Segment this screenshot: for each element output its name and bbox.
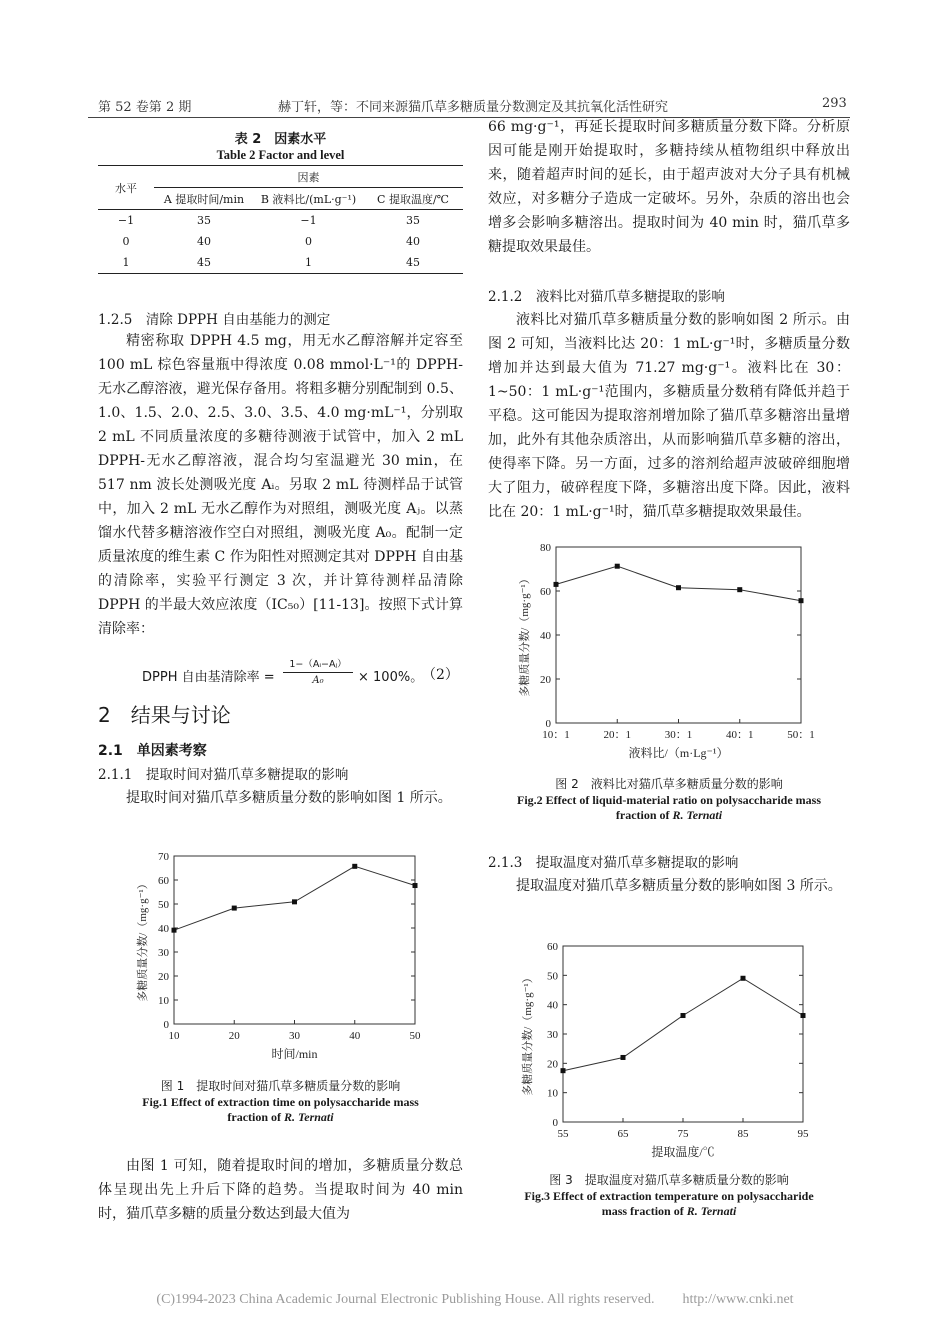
- x-tick-label: 20: [228, 1030, 240, 1042]
- running-header-volume: 第 52 卷第 2 期: [98, 100, 192, 115]
- table-cell: 0: [122, 235, 130, 248]
- y-tick-label: 0: [552, 1117, 558, 1129]
- caption-text: fraction of: [615, 808, 670, 822]
- x-axis-label: 液料比/（m·Lg⁻¹）: [628, 746, 729, 760]
- y-tick-label: 40: [540, 630, 551, 642]
- x-tick-label: 10：1: [542, 729, 570, 741]
- data-point: [554, 582, 559, 587]
- data-point: [615, 564, 620, 569]
- y-tick-label: 50: [158, 899, 169, 911]
- page-number: 293: [822, 96, 847, 111]
- table-2-col-c: C 提取温度/℃: [363, 188, 463, 210]
- data-point: [232, 906, 237, 911]
- x-tick-label: 40: [349, 1030, 361, 1042]
- x-tick-label: 50：1: [787, 729, 815, 741]
- x-tick-label: 30：1: [664, 729, 693, 741]
- series-line: [563, 978, 803, 1070]
- figure-2-caption-en: [478, 793, 860, 823]
- table-2-col-a: A 提取时间/min: [154, 188, 254, 210]
- data-point: [676, 585, 681, 590]
- table-2-block: [98, 132, 463, 274]
- figure-2-caption-cn: 图 2 液料比对猫爪草多糖质量分数的影响: [555, 777, 783, 791]
- data-point: [561, 1068, 566, 1073]
- running-header-title: 赫丁轩，等：不同来源猫爪草多糖质量分数测定及其抗氧化活性研究: [278, 100, 669, 115]
- subsection-2-1-1-title: 2.1.1 提取时间对猫爪草多糖提取的影响: [98, 767, 349, 783]
- data-point: [737, 587, 742, 592]
- figure-1-caption-en-line2: [98, 1110, 463, 1125]
- x-tick-label: 10: [168, 1030, 180, 1042]
- continued-paragraph: 66 mg·g⁻¹，再延长提取时间多糖质量分数下降。分析原因可能是刚开始提取时，多糖持续从植物组织中释放出来，随着超声时间的延长，由于超声波对大分子具有机械效应，对多糖分子造成一定破坏。另外，杂质的溶出也会增多会影响多糖溶出。提取时间为 40 min 时，猫爪草多糖提取效果最佳。: [488, 119, 850, 255]
- formula-denominator: A₀: [312, 675, 324, 686]
- figure-3-caption-en-line2: [478, 1204, 860, 1219]
- plot-frame: [563, 946, 803, 1122]
- figure-3-chart: [515, 934, 820, 1164]
- table-row: [98, 252, 463, 274]
- figure-1-caption-en: [98, 1095, 463, 1125]
- y-tick-label: 30: [158, 947, 169, 959]
- y-tick-label: 30: [547, 1029, 558, 1041]
- species-name: R. Ternati: [686, 1204, 737, 1218]
- data-point: [352, 864, 357, 869]
- section-2-heading: 2 结果与讨论: [98, 703, 231, 727]
- subsection-1-2-5-title: 1.2.5 清除 DPPH 自由基能力的测定: [98, 312, 331, 328]
- y-tick-label: 60: [158, 875, 169, 887]
- subsection-2-1-1-body: 提取时间对猫爪草多糖质量分数的影响如图 1 所示。: [126, 790, 452, 806]
- x-tick-label: 65: [617, 1128, 629, 1140]
- x-tick-label: 85: [737, 1128, 749, 1140]
- table-2-title-en: Table 2 Factor and level: [216, 148, 345, 162]
- species-name: R. Ternati: [672, 808, 723, 822]
- y-tick-label: 50: [547, 970, 558, 983]
- subsection-2-1-3-title: 2.1.3 提取温度对猫爪草多糖提取的影响: [488, 855, 739, 871]
- y-tick-label: 60: [547, 941, 558, 953]
- table-cell: 35: [406, 214, 420, 227]
- series-line: [174, 866, 415, 930]
- data-point: [741, 976, 746, 981]
- table-cell: 35: [197, 214, 211, 227]
- data-point: [172, 928, 177, 933]
- data-point: [621, 1055, 626, 1060]
- y-tick-label: 40: [158, 923, 169, 935]
- formula-number: （2）: [422, 667, 459, 683]
- y-tick-label: 20: [540, 674, 551, 686]
- y-axis-label: 多糖质量分数/（mg·g⁻¹）: [137, 878, 149, 1002]
- fraction-bar: [283, 672, 353, 673]
- data-point: [413, 883, 418, 888]
- caption-text: fraction of: [227, 1110, 282, 1124]
- copyright-footer: (C)1994-2023 China Academic Journal Electronic Publishing House. All rights reserved. http://www.cnki.net: [156, 1292, 794, 1307]
- formula-numerator: 1−（Aᵢ−Aⱼ）: [289, 659, 347, 670]
- formula-2: [98, 656, 463, 694]
- table-cell: 1: [305, 256, 312, 269]
- subsection-1-2-5-body: 精密称取 DPPH 4.5 mg，用无水乙醇溶解并定容至 100 mL 棕色容量瓶中得浓度 0.08 mmol·L⁻¹的 DPPH-无水乙醇溶液，避光保存备用。将粗多糖分别配制到 0.5、1.0、1.5、2.0、2.5、3.0、3.5、4.0 mg·mL⁻¹，分别取 2 mL 不同质量浓度的多糖待测液于试管中，加入 2 mL DPPH-无水乙醇溶液，混合均匀室温避光 30 min，在 517 nm 波长处测吸光度 Aᵢ。另取 2 mL 待测样品于试管中，加入 2 mL 无水乙醇作为对照组，测吸光度 Aⱼ。以蒸馏水代替多糖溶液作空白对照组，测吸光度 A₀。配制一定质量浓度的维生素 C 作为阳性对照测定其对 DPPH 自由基的清除率，实验平行测定 3 次，并计算待测样品清除 DPPH 的半最大效应浓度（IC₅₀）[11-13]。按照下式计算清除率：: [98, 333, 463, 637]
- table-row: [98, 210, 463, 232]
- formula-rhs: × 100%。: [358, 670, 424, 685]
- table-2-row-head: 水平: [98, 166, 154, 210]
- subsection-2-1-heading: 2.1 单因素考察: [98, 743, 207, 759]
- data-point: [681, 1013, 686, 1018]
- x-tick-label: 55: [557, 1128, 569, 1140]
- table-2: [98, 165, 463, 274]
- figure-1-caption-cn: 图 1 提取时间对猫爪草多糖质量分数的影响: [160, 1079, 401, 1093]
- y-axis-label: 多糖质量分数/（mg·g⁻¹）: [519, 573, 531, 697]
- species-name: R. Ternati: [284, 1110, 334, 1124]
- x-axis-label: 时间/min: [271, 1047, 318, 1061]
- y-tick-label: 40: [547, 999, 558, 1012]
- x-tick-label: 30: [289, 1030, 300, 1042]
- data-point: [292, 899, 297, 904]
- table-2-group-head: 因素: [154, 166, 463, 188]
- table-cell: 45: [406, 256, 420, 269]
- table-cell: 1: [122, 256, 130, 269]
- x-tick-label: 50: [409, 1030, 421, 1042]
- y-tick-label: 10: [158, 995, 169, 1007]
- x-axis-label: 提取温度/℃: [651, 1145, 715, 1159]
- table-2-title-cn: 表 2 因素水平: [234, 132, 327, 147]
- table-cell: 0: [305, 235, 312, 248]
- figure-3-caption-en: [478, 1189, 860, 1219]
- table-cell: 40: [406, 235, 420, 248]
- y-tick-label: 10: [547, 1087, 558, 1100]
- data-point: [801, 1013, 806, 1018]
- figure-1-caption-en-line1: Fig.1 Effect of extraction time on polysaccharide mass: [142, 1095, 419, 1109]
- table-2-col-b: B 液料比/(mL·g⁻¹): [254, 188, 363, 210]
- table-row: [98, 231, 463, 252]
- table-cell: −1: [300, 214, 317, 227]
- x-tick-label: 40：1: [726, 729, 754, 741]
- figure-2-chart: [512, 535, 832, 765]
- x-tick-label: 75: [677, 1128, 689, 1140]
- table-cell: 45: [197, 256, 211, 269]
- y-tick-label: 60: [540, 586, 551, 598]
- y-tick-label: 0: [545, 718, 551, 730]
- figure-1-discussion: 由图 1 可知，随着提取时间的增加，多糖质量分数总体呈现出先上升后下降的趋势。当提取时间为 40 min 时，猫爪草多糖的质量分数达到最大值为: [98, 1158, 463, 1222]
- table-cell: 40: [197, 235, 211, 248]
- figure-3-caption-cn: 图 3 提取温度对猫爪草多糖质量分数的影响: [549, 1173, 789, 1187]
- y-tick-label: 20: [547, 1058, 558, 1071]
- figure-2-caption-en-line2: [478, 808, 860, 823]
- formula-lhs: DPPH 自由基清除率 =: [142, 670, 275, 685]
- y-tick-label: 0: [163, 1019, 169, 1031]
- table-cell: −1: [117, 214, 135, 227]
- figure-3-caption-en-line1: Fig.3 Effect of extraction temperature on polysaccharide: [524, 1189, 814, 1203]
- y-tick-label: 70: [158, 851, 169, 863]
- y-tick-label: 80: [540, 542, 551, 554]
- x-tick-label: 20：1: [603, 729, 631, 741]
- x-tick-label: 95: [797, 1128, 809, 1140]
- data-point: [799, 598, 804, 603]
- y-axis-label: 多糖质量分数/（mg·g⁻¹）: [522, 972, 534, 1096]
- subsection-2-1-2-title: 2.1.2 液料比对猫爪草多糖提取的影响: [488, 289, 725, 305]
- plot-frame: [174, 856, 415, 1024]
- subsection-2-1-2-body: 液料比对猫爪草多糖质量分数的影响如图 2 所示。由图 2 可知，当液料比达 20：1 mL·g⁻¹时，多糖质量分数增加并达到最大值为 71.27 mg·g⁻¹。液料比在 30：1~50：1 mL·g⁻¹范围内，多糖质量分数稍有降低并趋于平稳。这可能因为提取溶剂增加除了猫爪草多糖溶出量增加，此外有其他杂质溶出，从而影响猫爪草多糖的溶出，使得率下降。另一方面，过多的溶剂给超声波破碎细胞增大了阻力，破碎程度下降，多糖溶出度下降。因此，液料比在 20：1 mL·g⁻¹时，猫爪草多糖提取效果最佳。: [488, 312, 850, 520]
- series-line: [556, 566, 801, 601]
- caption-text: mass fraction of: [601, 1204, 684, 1218]
- subsection-2-1-3-body: 提取温度对猫爪草多糖质量分数的影响如图 3 所示。: [516, 878, 842, 894]
- figure-1-chart: [130, 842, 440, 1067]
- y-tick-label: 20: [158, 971, 169, 983]
- figure-2-caption-en-line1: Fig.2 Effect of liquid-material ratio on polysaccharide mass: [517, 793, 821, 807]
